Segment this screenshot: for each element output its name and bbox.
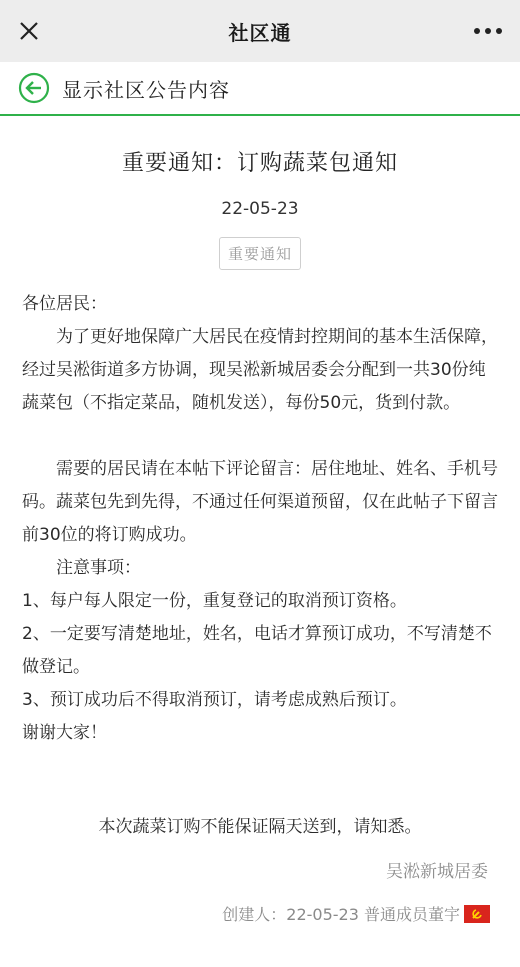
creator-info bbox=[22, 902, 498, 925]
paragraph-2: 需要的居民请在本帖下评论留言：居住地址、姓名、手机号码。蔬菜包先到先得，不通过任何渠道预留，仅在此帖子下留言前30位的将订购成功。 bbox=[22, 459, 498, 545]
thanks-text: 谢谢大家！ bbox=[22, 723, 107, 743]
top-bar bbox=[0, 0, 520, 62]
page-title: 显示社区公告内容 bbox=[62, 77, 230, 102]
note-2: 2、一定要写清楚地址，姓名，电话才算预订成功，不写清楚不做登记。 bbox=[22, 624, 492, 677]
more-icon[interactable] bbox=[468, 14, 508, 48]
organization-signature: 吴淞新城居委 bbox=[386, 862, 488, 882]
app-title: 社区通 bbox=[228, 20, 292, 45]
note-1: 1、每户每人限定一份，重复登记的取消预订资格。 bbox=[22, 591, 407, 611]
notes-heading: 注意事项： bbox=[56, 558, 141, 578]
notice-content bbox=[0, 116, 520, 967]
closing-text: 本次蔬菜订购不能保证隔天送到，请知悉。 bbox=[98, 817, 422, 837]
back-icon[interactable] bbox=[18, 72, 50, 104]
creator-text: 创建人：22-05-23 普通成员董宇 bbox=[222, 905, 460, 924]
close-icon[interactable] bbox=[12, 14, 46, 48]
notice-tag-badge: 重要通知 bbox=[219, 237, 301, 270]
party-flag-icon bbox=[464, 905, 490, 923]
notice-date: 22-05-23 bbox=[221, 199, 299, 219]
greeting: 各位居民： bbox=[22, 294, 107, 314]
notice-body bbox=[22, 288, 498, 750]
note-3: 3、预订成功后不得取消预订，请考虑成熟后预订。 bbox=[22, 690, 407, 710]
paragraph-1: 为了更好地保障广大居民在疫情封控期间的基本生活保障，经过吴淞街道多方协调，现吴淞新城居委会分配到一共30份纯蔬菜包（不指定菜品，随机发送），每份50元，货到付款。 bbox=[22, 327, 498, 413]
sub-header bbox=[0, 62, 520, 116]
notice-title: 重要通知：订购蔬菜包通知 bbox=[121, 151, 398, 176]
